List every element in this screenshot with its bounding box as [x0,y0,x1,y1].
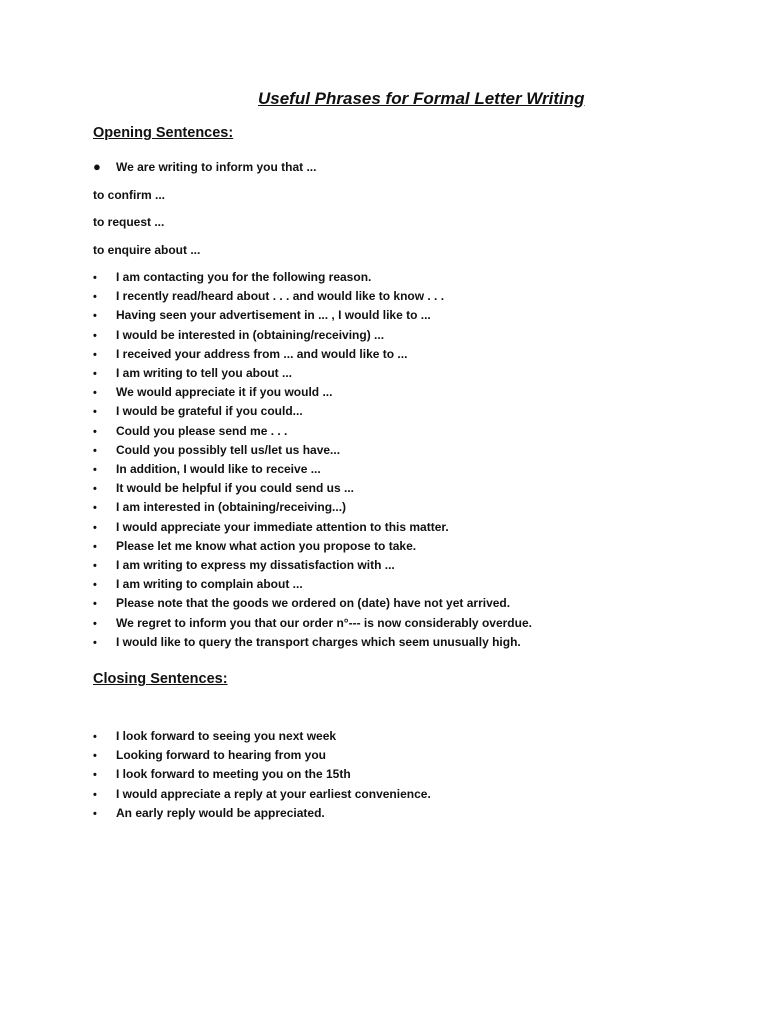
opening-sentences-list [93,268,532,652]
list-item-text: I am writing to complain about ... [116,577,303,592]
bullet-icon: • [93,368,97,381]
continuation-line: to request ... [93,215,165,229]
list-item-text: I am contacting you for the following reason. [116,270,372,284]
list-item-text: I would appreciate a reply at your earliest convenience. [116,786,431,801]
bullet-icon: ● [93,159,101,174]
list-item-text: I would like to query the transport charges which seem unusually high. [116,634,521,649]
list-item [93,633,532,652]
list-item [93,364,532,383]
bullet-icon: • [93,560,97,573]
list-item [93,287,532,306]
list-item [93,804,431,823]
list-item [93,537,532,556]
bullet-icon: • [93,310,97,323]
list-item [93,518,532,537]
bullet-icon: • [93,769,97,782]
bullet-icon: • [93,788,97,801]
bullet-icon: • [93,521,97,534]
list-item-text: We would appreciate it if you would ... [116,385,333,400]
bullet-icon: • [93,272,97,284]
list-item-text: Having seen your advertisement in ... , I would like to ... [116,308,431,323]
opening-first-bullet [93,158,316,176]
bullet-icon: • [93,406,97,419]
list-item [93,383,532,402]
closing-sentences-heading: Closing Sentences: [93,671,228,687]
opening-sentences-heading: Opening Sentences: [93,125,234,141]
list-item [93,498,532,517]
bullet-icon: • [93,387,97,400]
list-item-text: An early reply would be appreciated. [116,805,325,820]
list-item [93,765,431,784]
list-item [93,460,532,479]
list-item-text: Please let me know what action you propose to take. [116,538,417,553]
list-item-text: I would be grateful if you could... [116,404,303,419]
list-item-text: I am writing to express my dissatisfaction with ... [116,558,395,573]
list-item [93,575,532,594]
bullet-icon: • [93,329,97,342]
list-item [93,785,431,804]
list-item-text: I would appreciate your immediate attention to this matter. [116,519,449,534]
list-item-text: Looking forward to hearing from you [116,748,326,763]
list-item [93,326,532,345]
bullet-icon: • [93,464,97,477]
list-item-text: I am interested in (obtaining/receiving...) [116,500,347,515]
list-item [93,594,532,613]
list-item [93,345,532,364]
continuation-line: to confirm ... [93,188,165,202]
list-item-text: I recently read/heard about . . . and would like to know . . . [116,289,445,304]
list-item [93,727,431,746]
bullet-icon: • [93,502,97,515]
list-item [93,422,532,441]
list-item [93,479,532,498]
bullet-icon: • [93,291,97,304]
continuation-line: to enquire about ... [93,243,201,257]
list-item-text: Please note that the goods we ordered on (date) have not yet arrived. [116,596,511,611]
bullet-icon: • [93,483,97,496]
list-item-text: Could you please send me . . . [116,423,288,438]
bullet-icon: • [93,579,97,592]
bullet-icon: • [93,444,97,457]
bullet-icon: • [93,348,97,361]
bullet-icon: • [93,750,97,763]
list-item [93,746,431,765]
list-item-text: I look forward to seeing you next week [116,729,337,743]
bullet-icon: • [93,598,97,611]
list-item-text: I received your address from ... and would like to ... [116,346,408,361]
list-item-text: We regret to inform you that our order n°--- is now considerably overdue. [116,615,532,630]
bullet-icon: • [93,617,97,630]
bullet-icon: • [93,540,97,553]
bullet-icon: • [93,425,97,438]
closing-sentences-list [93,727,431,823]
list-item-text: In addition, I would like to receive ... [116,462,321,477]
list-item [93,306,532,325]
list-item-text: I look forward to meeting you on the 15th [116,767,351,782]
bullet-icon: • [93,731,97,743]
document-title: Useful Phrases for Formal Letter Writing [258,89,585,108]
list-item [93,268,532,287]
list-item-text: I would be interested in (obtaining/receiving) ... [116,327,385,342]
list-item-text: It would be helpful if you could send us ... [116,481,355,496]
list-item-text: I am writing to tell you about ... [116,366,293,381]
list-item [93,402,532,421]
bullet-icon: • [93,807,97,820]
list-item [93,441,532,460]
list-item-text: Could you possibly tell us/let us have... [116,442,341,457]
opening-first-bullet-text: We are writing to inform you that ... [116,160,317,174]
bullet-icon: • [93,636,97,649]
list-item [93,556,532,575]
list-item [93,614,532,633]
